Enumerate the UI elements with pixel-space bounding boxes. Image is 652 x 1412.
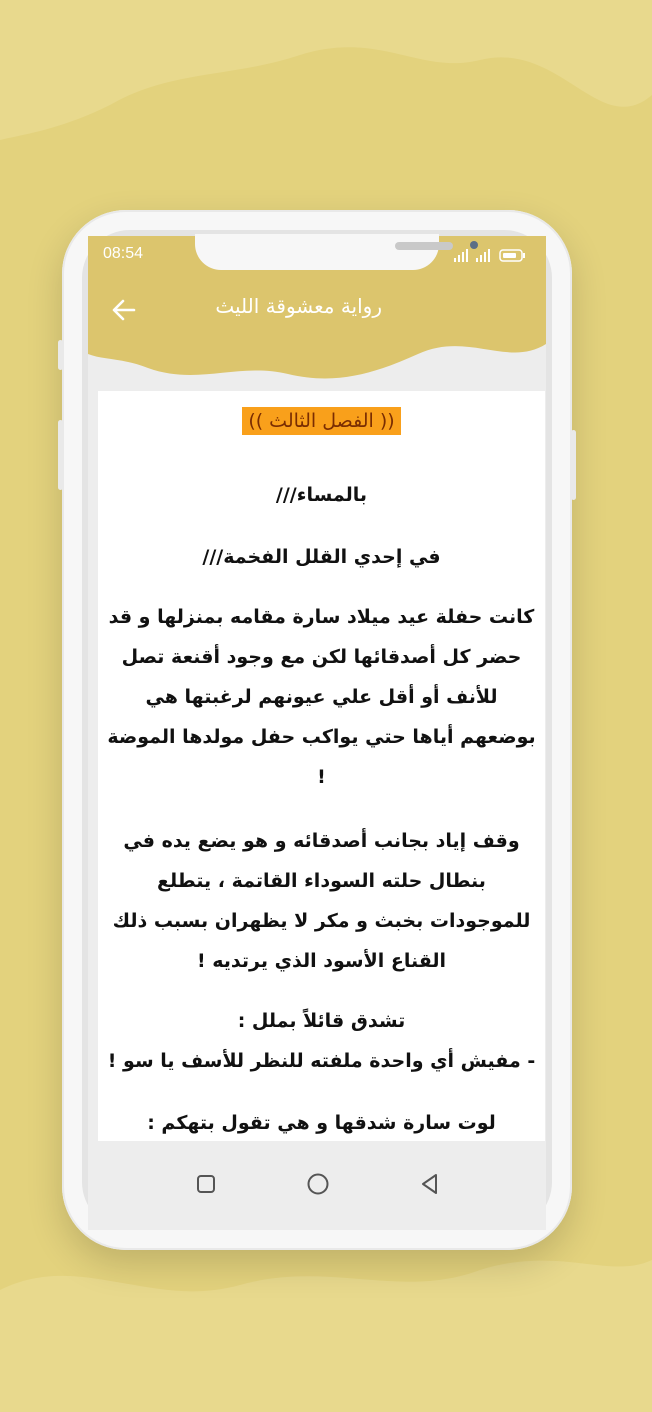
phone-screen (88, 236, 546, 1230)
phone-side-button (58, 420, 63, 490)
scene-time-line: بالمساء/// (275, 484, 368, 506)
chapter-content (98, 391, 545, 1141)
status-icons (452, 248, 534, 262)
home-circle-icon[interactable] (306, 1172, 330, 1196)
story-paragraph: كانت حفلة عيد ميلاد سارة مقامه بمنزلها و قد حضر كل أصدقائها لكن مع وجود أقنعة تصل للأنف أو أقل علي عيونهم لرغبتها هي بوضعهم أياها حتي يواكب حفل مولدها الموضة ! (107, 606, 536, 788)
phone-side-button (571, 430, 576, 500)
dialogue-text: - مفيش أي واحدة ملفته للنظر للأسف يا سو ! (107, 1050, 536, 1072)
story-paragraph: وقف إياد بجانب أصدقائه و هو يضع يده في بنطال حلته السوداء القاتمة ، يتطلع للموجودات بخبث و مكر لا يظهران بسبب ذلك القناع الأسود الذي يرتديه ! (112, 830, 531, 972)
system-nav-bar (88, 1142, 546, 1230)
battery-icon (500, 250, 525, 261)
chapter-heading-wrap (98, 407, 545, 435)
page-title: رواية معشوقة الليث (215, 294, 382, 318)
notch (195, 234, 439, 270)
recents-square-icon[interactable] (194, 1172, 218, 1196)
status-time: 08:54 (103, 245, 144, 262)
dialogue-intro: تشدق قائلاً بملل : (237, 1010, 406, 1032)
scene-place-line: في إحدي القلل الفخمة/// (202, 546, 441, 568)
signal-icon (476, 249, 490, 262)
arrow-left-icon[interactable] (110, 296, 138, 324)
speaker-grille (395, 242, 453, 250)
chapter-heading: (( الفصل الثالث )) (242, 407, 400, 435)
signal-icon (454, 249, 468, 262)
back-triangle-icon[interactable] (418, 1172, 442, 1196)
dialogue-intro: لوت سارة شدقها و هي تقول بتهكم : (147, 1112, 496, 1134)
phone-side-button (58, 340, 63, 370)
